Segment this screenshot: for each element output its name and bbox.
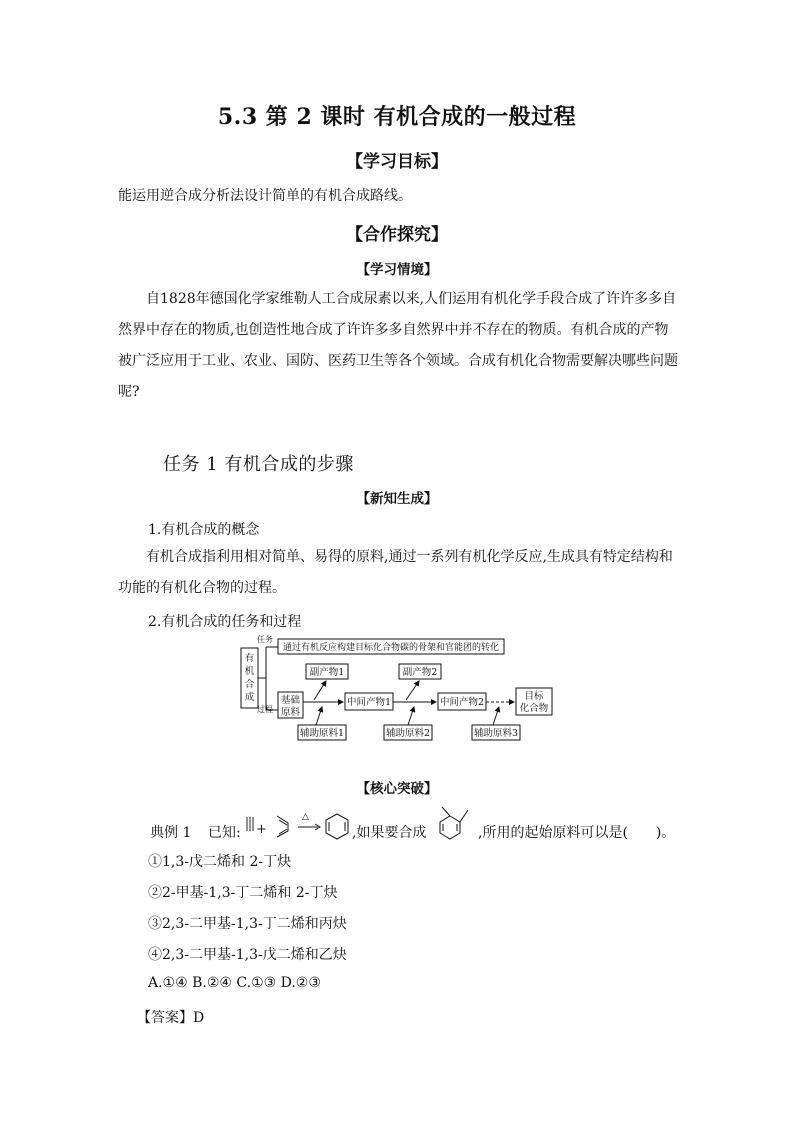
option-1: ①1,3-戊二烯和 2-丁炔 xyxy=(148,854,292,870)
heat-symbol: △ xyxy=(302,812,309,822)
byproduct2-label: 副产物2 xyxy=(402,667,438,678)
question-end: ,所用的起始原料可以是( )。 xyxy=(478,825,676,841)
context-header: 【学习情境】 xyxy=(356,262,438,278)
question-mid: ,如果要合成 xyxy=(352,825,427,841)
intermediate1-label: 中间产物1 xyxy=(346,697,392,708)
example-label: 典例 1 xyxy=(150,825,192,841)
answer: 【答案】D xyxy=(137,1010,205,1026)
target-molecule-structure xyxy=(432,804,474,844)
objectives-header: 【学习目标】 xyxy=(346,152,448,172)
target-line1: 目标 xyxy=(524,691,544,702)
item1-title: 1.有机合成的概念 xyxy=(148,522,260,538)
main-box-char-4: 成 xyxy=(244,692,255,703)
plus-sign: + xyxy=(256,822,267,837)
base-material-line2: 原料 xyxy=(280,707,301,718)
item1-text: 有机合成指利用相对简单、易得的原料,通过一系列有机化学反应,生成具有特定结构和功能的有机化合物的过程。 xyxy=(118,549,673,596)
context-paragraph: 自1828年德国化学家维勒人工合成尿素以来,人们运用有机化学手段合成了许许多多自然界中存在的物质,也创造性地合成了许许多多自然界中并不存在的物质。有机合成的产物被广泛应用于工业、农业、国防、医药卫生等各个领域。合成有机化合物需要解决哪些问题呢? xyxy=(118,291,678,400)
option-4: ④2,3-二甲基-1,3-戊二烯和乙炔 xyxy=(148,947,347,963)
option-2: ②2-甲基-1,3-丁二烯和 2-丁炔 xyxy=(148,885,338,901)
aux1-label: 辅助原料1 xyxy=(299,728,345,739)
reaction-arrow xyxy=(298,823,322,831)
main-box-char-1: 有 xyxy=(244,653,255,664)
target-line2: 化合物 xyxy=(519,703,549,714)
option-3: ③2,3-二甲基-1,3-丁二烯和丙炔 xyxy=(148,916,347,932)
task1-title: 任务 1 有机合成的步骤 xyxy=(163,454,354,475)
item2-title: 2.有机合成的任务和过程 xyxy=(148,614,302,630)
core-header: 【核心突破】 xyxy=(356,781,438,797)
aux3-label: 辅助原料3 xyxy=(473,728,519,739)
main-box-char-3: 合 xyxy=(244,679,255,690)
intermediate2-label: 中间产物2 xyxy=(439,697,485,708)
objectives-text: 能运用逆合成分析法设计简单的有机合成路线。 xyxy=(118,188,412,204)
task-text: 通过有机反应构建目标化合物碳的骨架和官能团的转化 xyxy=(282,643,500,653)
cyclohexadiene-structure xyxy=(324,812,350,842)
aux2-label: 辅助原料2 xyxy=(385,728,431,739)
answer-choices: A.①④ B.②④ C.①③ D.②③ xyxy=(148,975,321,991)
base-material-line1: 基础 xyxy=(280,695,301,706)
alkyne-structure xyxy=(244,816,256,834)
main-box-char-2: 机 xyxy=(244,666,255,677)
synthesis-process-diagram xyxy=(236,630,566,745)
task-label: 任务 xyxy=(257,635,273,644)
butadiene-structure xyxy=(273,813,295,839)
byproduct1-label: 副产物1 xyxy=(309,667,345,678)
new-knowledge-header: 【新知生成】 xyxy=(356,491,438,507)
cooperation-header: 【合作探究】 xyxy=(346,225,448,245)
known-label: 已知: xyxy=(208,825,241,841)
page-title: 5.3 第 2 课时 有机合成的一般过程 xyxy=(217,104,577,130)
process-label: 过程 xyxy=(257,705,273,714)
